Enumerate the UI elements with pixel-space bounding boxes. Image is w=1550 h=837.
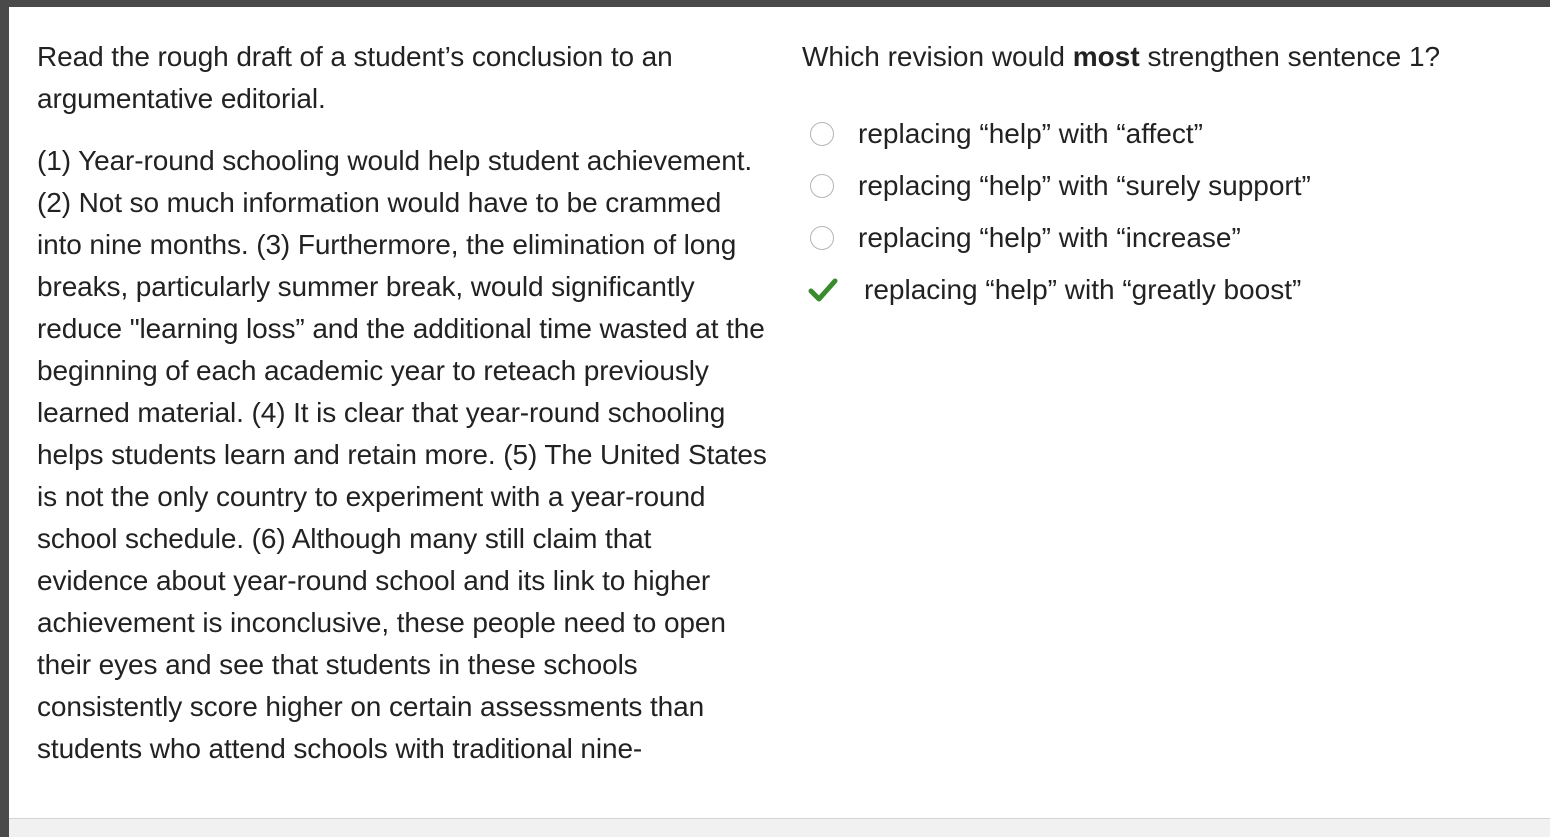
answer-option-3[interactable] <box>808 212 1528 264</box>
answer-option-4[interactable] <box>808 264 1528 316</box>
bottom-bar <box>9 818 1550 837</box>
answer-option-1[interactable] <box>808 108 1528 160</box>
radio-button-icon[interactable] <box>810 122 834 146</box>
passage-body: (1) Year-round schooling would help student achievement. (2) Not so much information would have to be crammed into nine months. (3) Furthermore, the elimination of long breaks, particularly summer break, would significantly reduce "learning loss” and the additional time wasted at the beginning of each academic year to reteach previously learned material. (4) It is clear that year-round schooling helps students learn and retain more. (5) The United States is not the only country to experiment with a year-round school schedule. (6) Although many still claim that evidence about year-round school and its link to higher achievement is inconclusive, these people need to open their eyes and see that students in these schools consistently score higher on certain assessments than students who attend schools with traditional nine- <box>37 145 767 764</box>
answer-option-label: replacing “help” with “affect” <box>858 118 1203 149</box>
passage-intro: Read the rough draft of a student’s conclusion to an argumentative editorial. <box>37 41 673 114</box>
window-frame-left <box>0 0 9 837</box>
question-text-start: Which revision would <box>802 41 1073 72</box>
reading-passage <box>37 36 767 770</box>
answer-options <box>808 108 1528 316</box>
answer-option-label: replacing “help” with “surely support” <box>858 170 1311 201</box>
question-emphasis: most <box>1072 41 1140 72</box>
window-frame-top <box>0 0 1550 7</box>
radio-button-icon[interactable] <box>810 174 834 198</box>
answer-option-2[interactable] <box>808 160 1528 212</box>
question-prompt <box>802 36 1542 78</box>
checkmark-icon <box>808 275 838 305</box>
answer-option-label: replacing “help” with “increase” <box>858 222 1241 253</box>
answer-option-label: replacing “help” with “greatly boost” <box>864 274 1302 305</box>
question-text-end: strengthen sentence 1? <box>1139 41 1441 72</box>
radio-button-icon[interactable] <box>810 226 834 250</box>
